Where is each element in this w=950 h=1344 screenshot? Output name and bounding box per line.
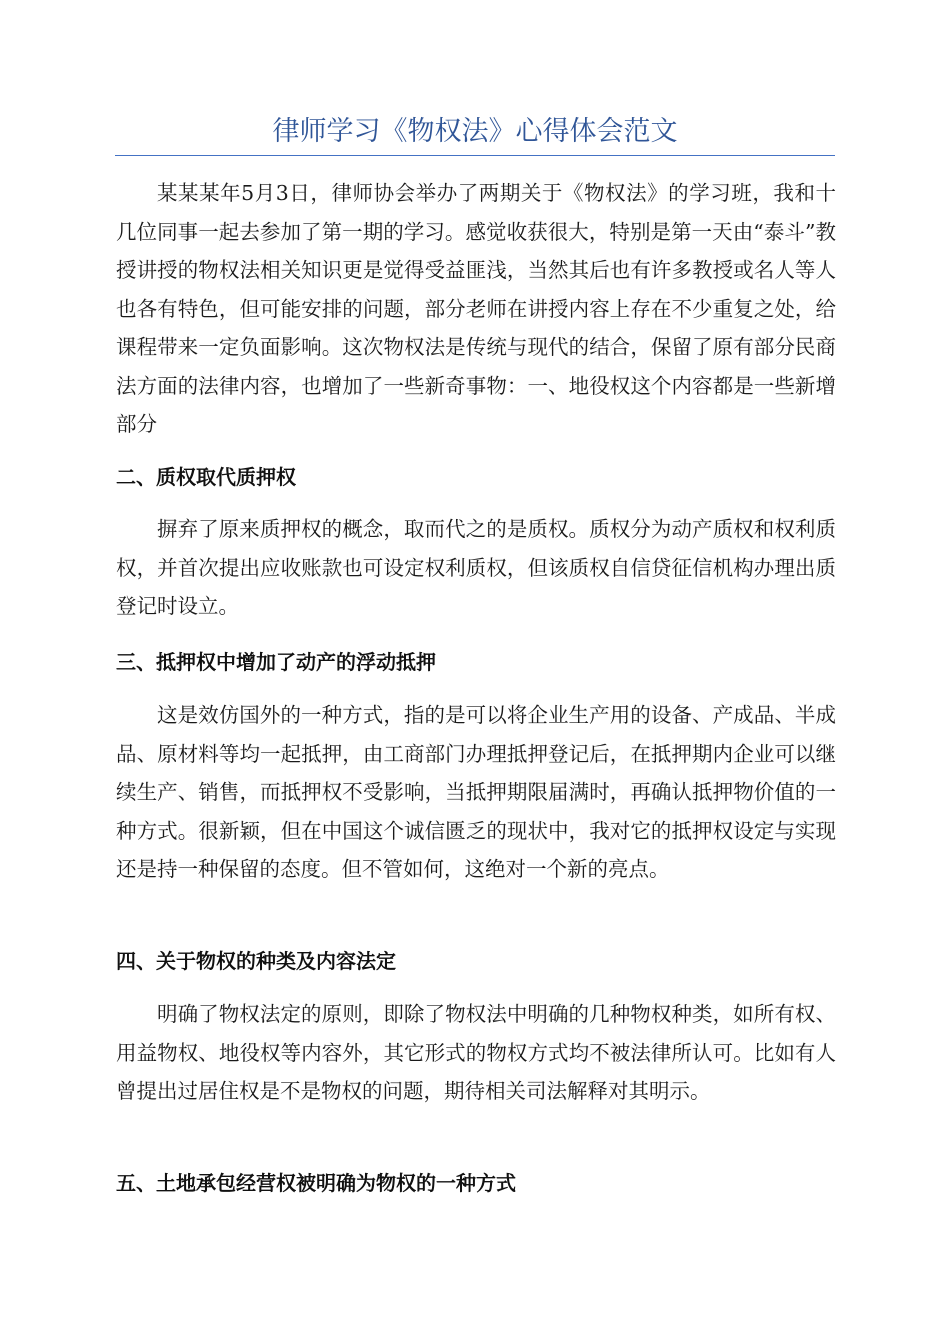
section-body-2: 摒弃了原来质押权的概念，取而代之的是质权。质权分为动产质权和权利质权，并首次提出应收账款也可设定权利质权，但该质权自信贷征信机构办理出质登记时设立。: [116, 517, 836, 618]
section-body-4: 明确了物权法定的原则，即除了物权法中明确的几种物权种类，如所有权、用益物权、地役权等内容外，其它形式的物权方式均不被法律所认可。比如有人曾提出过居住权是不是物权的问题，期待相关司法解释对其明示。: [116, 1002, 836, 1103]
title-underline: [115, 155, 835, 156]
section-heading-3: 三、抵押权中增加了动产的浮动抵押: [116, 650, 436, 674]
document-title: 律师学习《物权法》心得体会范文: [272, 116, 678, 147]
section-heading-5: 五、土地承包经营权被明确为物权的一种方式: [116, 1171, 516, 1195]
section-body-3: 这是效仿国外的一种方式，指的是可以将企业生产用的设备、产成品、半成品、原材料等均一起抵押，由工商部门办理抵押登记后，在抵押期内企业可以继续生产、销售，而抵押权不受影响，当抵押期限届满时，再确认抵押物价值的一种方式。很新颖，但在中国这个诚信匮乏的现状中，我对它的抵押权设定与实现还是持一种保留的态度。但不管如何，这绝对一个新的亮点。: [116, 703, 836, 881]
intro-paragraph: 某某某年5月3日，律师协会举办了两期关于《物权法》的学习班，我和十几位同事一起去参加了第一期的学习。感觉收获很大，特别是第一天由“泰斗”教授讲授的物权法相关知识更是觉得受益匪浅，当然其后也有许多教授或名人等人也各有特色，但可能安排的问题，部分老师在讲授内容上存在不少重复之处，给课程带来一定负面影响。这次物权法是传统与现代的结合，保留了原有部分民商法方面的法律内容，也增加了一些新奇事物：一、地役权这个内容都是一些新增部分: [116, 181, 836, 436]
section-heading-4: 四、关于物权的种类及内容法定: [116, 949, 396, 973]
section-heading-2: 二、质权取代质押权: [116, 465, 296, 489]
